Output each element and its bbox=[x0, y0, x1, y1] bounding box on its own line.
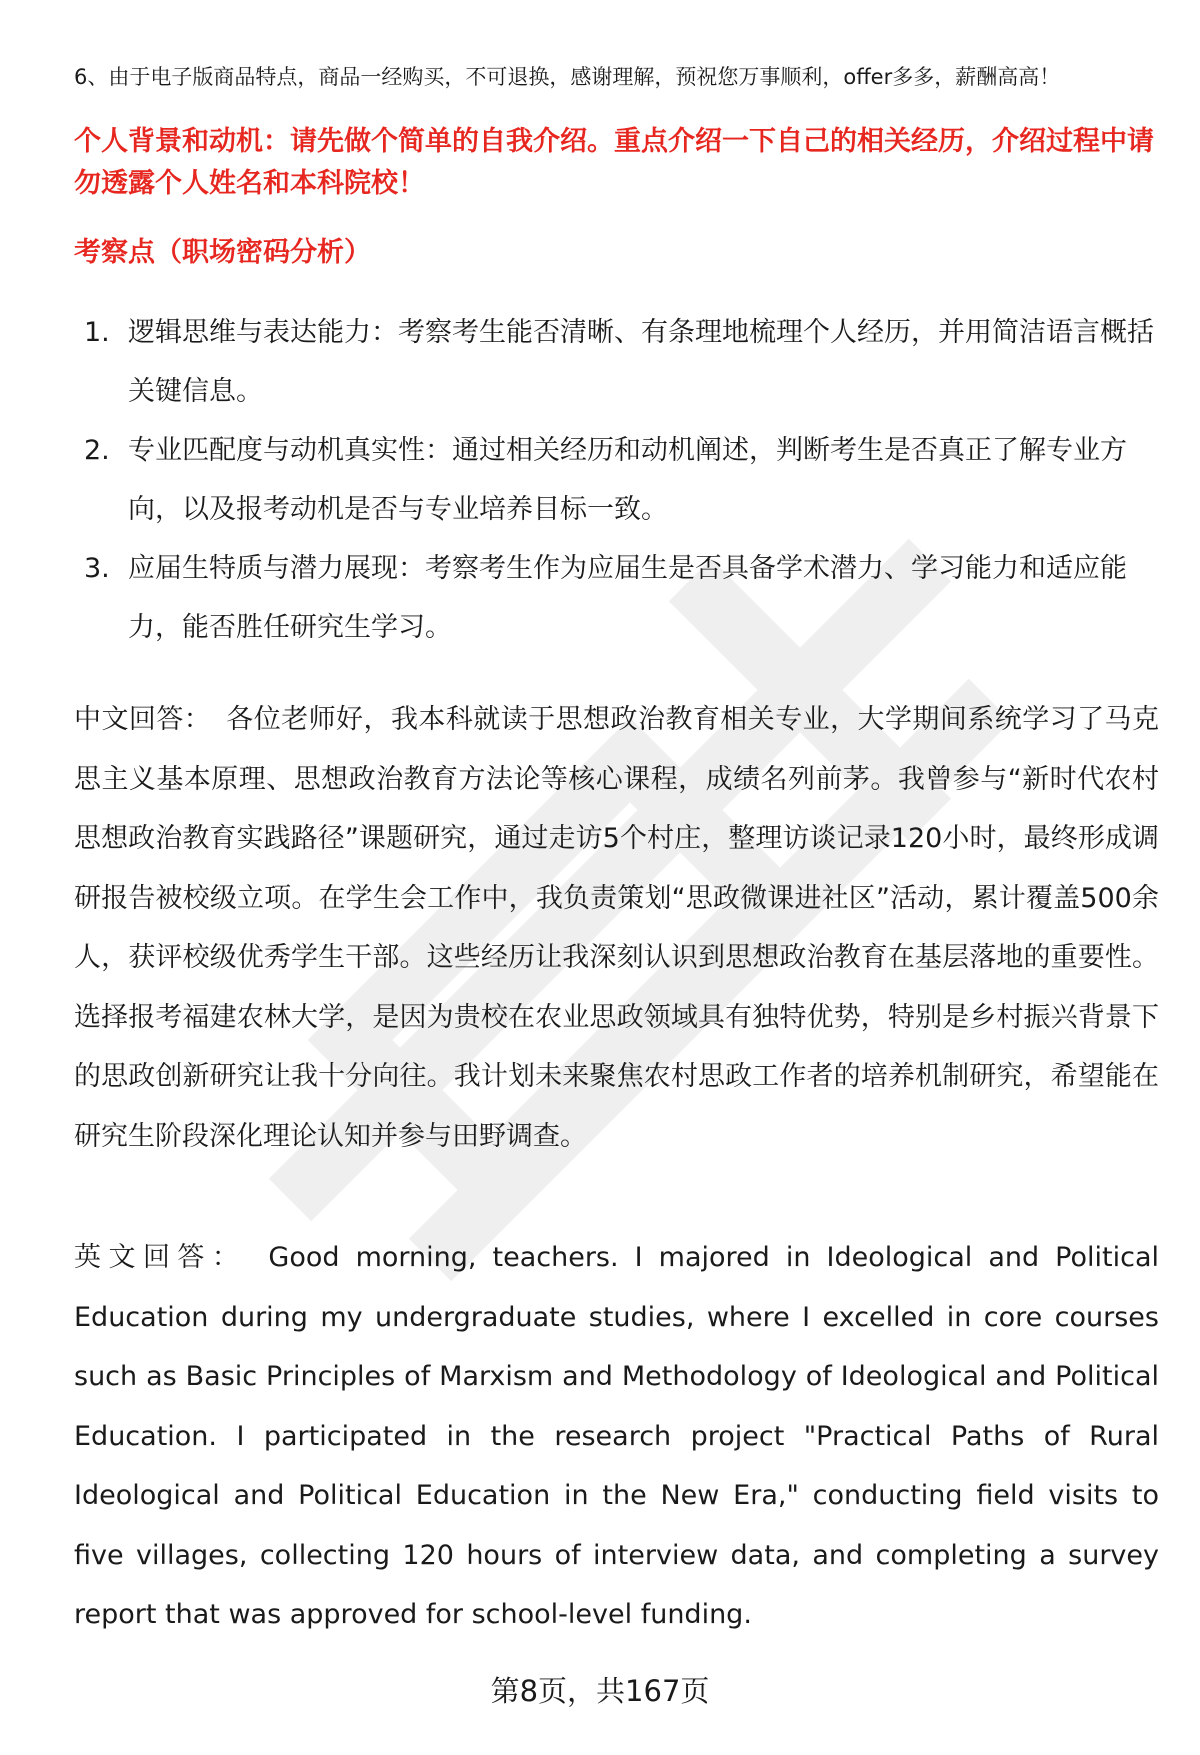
list-item-text: 专业匹配度与动机真实性：通过相关经历和动机阐述，判断考生是否真正了解专业方向，以及报考动机是否与专业培养目标一致。 bbox=[128, 435, 1127, 525]
chinese-answer-label: 中文回答： bbox=[74, 704, 212, 735]
list-item bbox=[74, 421, 1154, 539]
list-item-text: 逻辑思维与表达能力：考察考生能否清晰、有条理地梳理个人经历，并用简洁语言概括关键信息。 bbox=[128, 317, 1154, 407]
assessment-points-list bbox=[74, 303, 1154, 657]
english-answer-text: Good morning, teachers. I majored in Ideological and Political Education during my undergraduate studies, where I excelled in core courses such as Basic Principles of Marxism and Methodology of Ideological and Political Education. I participated in the research project "Practical Paths of Rural Ideological and Political Education in the New Era," conducting field visits to five villages, collecting 120 hours of interview data, and completing a survey report that was approved for school-level funding. bbox=[74, 1242, 1159, 1630]
list-item-number: 2. bbox=[84, 435, 110, 466]
list-item-number: 3. bbox=[84, 553, 110, 584]
list-item bbox=[74, 539, 1154, 657]
chinese-answer bbox=[74, 690, 1159, 1166]
purchase-notice: 6、由于电子版商品特点，商品一经购买，不可退换，感谢理解，预祝您万事顺利，offer多多，薪酬高高！ bbox=[74, 65, 1061, 89]
assessment-points-heading: 考察点（职场密码分析） bbox=[74, 237, 371, 268]
question-heading: 个人背景和动机：请先做个简单的自我介绍。重点介绍一下自己的相关经历，介绍过程中请勿透露个人姓名和本科院校！ bbox=[74, 126, 1154, 199]
list-item bbox=[74, 303, 1154, 421]
english-answer-label: 英文回答： bbox=[74, 1242, 247, 1273]
chinese-answer-text: 各位老师好，我本科就读于思想政治教育相关专业，大学期间系统学习了马克思主义基本原理、思想政治教育方法论等核心课程，成绩名列前茅。我曾参与“新时代农村思想政治教育实践路径”课题研究，通过走访5个村庄，整理访谈记录120小时，最终形成调研报告被校级立项。在学生会工作中，我负责策划“思政微课进社区”活动，累计覆盖500余人，获评校级优秀学生干部。这些经历让我深刻认识到思想政治教育在基层落地的重要性。选择报考福建农林大学，是因为贵校在农业思政领域具有独特优势，特别是乡村振兴背景下的思政创新研究让我十分向往。我计划未来聚焦农村思政工作者的培养机制研究，希望能在研究生阶段深化理论认知并参与田野调查。 bbox=[74, 704, 1159, 1152]
page-number: 第8页，共167页 bbox=[490, 1674, 710, 1708]
english-answer bbox=[74, 1228, 1159, 1645]
list-item-number: 1. bbox=[84, 317, 110, 348]
list-item-text: 应届生特质与潜力展现：考察考生作为应届生是否具备学术潜力、学习能力和适应能力，能否胜任研究生学习。 bbox=[128, 553, 1127, 643]
